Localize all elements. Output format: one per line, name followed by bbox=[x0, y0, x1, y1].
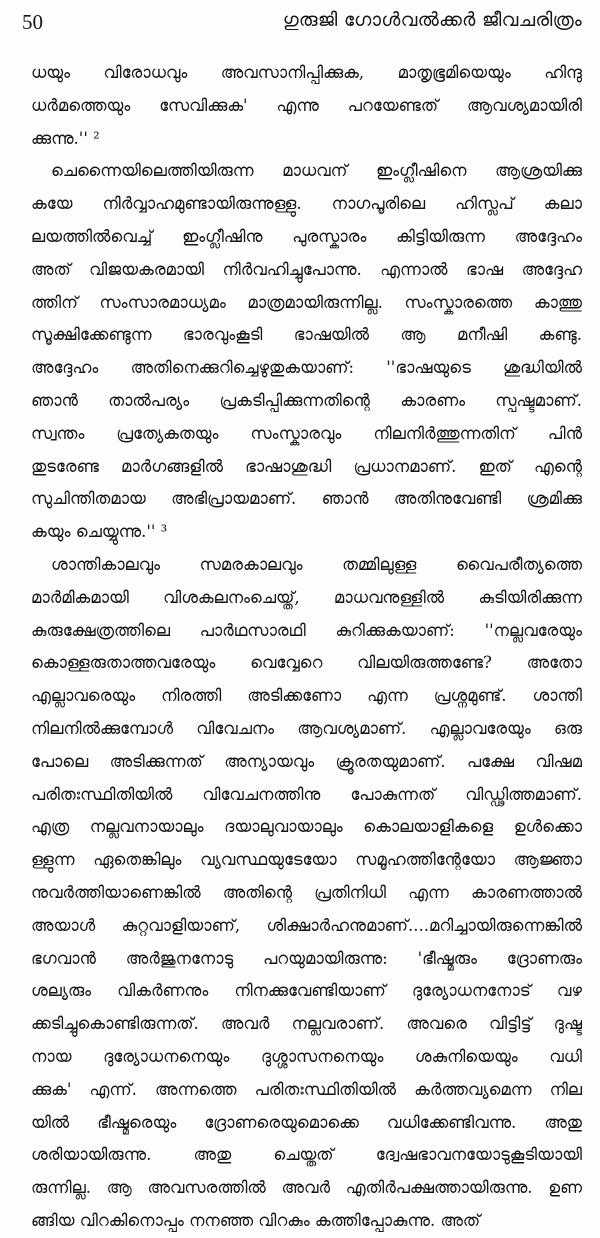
text-line: സുചിന്തിതമായ അഭിപ്രായമാണ്. ഞാൻ അതിനുവേണ്ടി ശ്രമിക്കു bbox=[31, 489, 582, 509]
paragraph bbox=[31, 549, 582, 1238]
text-line: ശല്യരും വികർണനും നിനക്കുവേണ്ടിയാണ് ദുര്യോധനനോട് വഴ bbox=[31, 981, 582, 1001]
text-line: പരിതഃസ്ഥിതിയിൽ വിവേചനത്തിനു പോകുന്നത് വിഡ്ഢിത്തമാണ്. bbox=[31, 784, 582, 804]
text-line: ലയത്തിൽവെച്ച് ഇംഗ്ലീഷിനു പുരസ്കാരം കിട്ടിയിരുന്ന അദ്ദേഹം bbox=[31, 226, 582, 246]
page-number: 50 bbox=[22, 10, 43, 34]
text-line: സ്വന്തം പ്രത്യേകതയും സംസ്കാരവും നിലനിർത്തുന്നതിന് പിൻ bbox=[31, 423, 582, 443]
text-line: യിൽ ഭീഷ്മരെയും ദ്രോണരെയുമൊക്കെ വധിക്കേണ്ടിവന്നു. അതു bbox=[31, 1112, 582, 1132]
text-line: എത്ര നല്ലവനായാലും ദയാലുവായാലും കൊലയാളികളെ ഉൾക്കൊ bbox=[31, 817, 582, 837]
text-line: ഭഗവാൻ അർജുനനോടു പറയുമായിരുന്നു: 'ഭീഷ്മരും ദ്രോണരും bbox=[31, 948, 582, 968]
text-line: കയേ നിർവ്വാഹമുണ്ടായിരുന്നുള്ളു. നാഗപൂരിലെ ഹിസ്ലപ് കലാ bbox=[31, 194, 582, 214]
text-line: ക്കുന്നു.'' ² bbox=[31, 128, 100, 148]
text-line: കൊള്ളരുതാത്തവരേയും വെവ്വേറെ വിലയിരുത്തണ്ടേ? അതോ bbox=[31, 653, 582, 673]
paragraph bbox=[31, 57, 582, 155]
paragraph bbox=[31, 155, 582, 549]
text-line: ചെന്നൈയിലെത്തിയിരുന്ന മാധവന് ഇംഗ്ലീഷിനെ ആശ്രയിക്കു bbox=[51, 161, 582, 181]
text-line: ത്തിന് സംസാരമാധ്യമം മാത്രമായിരുന്നില്ല. സംസ്കാരത്തെ കാത്തു bbox=[31, 292, 582, 312]
text-line: പോലെ അടിക്കുന്നത് അന്യായവും ക്രൂരതയുമാണ്. പക്ഷേ വിഷമ bbox=[31, 751, 582, 771]
text-line: ധർമത്തെയും സേവിക്കുക' എന്നു പറയേണ്ടത് ആവശ്യമായിരി bbox=[31, 95, 582, 115]
text-line: സൂക്ഷിക്കേണ്ടുന്ന ഭാരവുംകൂടി ഭാഷയിൽ ആ മനീഷി കണ്ടു. bbox=[31, 325, 582, 345]
body-text bbox=[31, 57, 582, 1238]
text-line: എല്ലാവരെയും നിരത്തി അടിക്കണോ എന്ന പ്രശ്നമുണ്ട്. ശാന്തി bbox=[31, 686, 582, 706]
text-line: നായ ദുര്യോധനനെയും ദുശ്ശാസനനെയും ശകുനിയെയും വധി bbox=[31, 1046, 582, 1066]
text-line: ശരിയായിരുന്നു. അതു ചെയ്തത് ദ്വേഷഭാവനയോടുകൂടിയായി bbox=[31, 1145, 582, 1165]
text-line: തുടരേണ്ട മാർഗങ്ങളിൽ ഭാഷാശുദ്ധി പ്രധാനമാണ്. ഇത് എന്റെ bbox=[31, 456, 582, 476]
text-line: ക്കടിച്ചുകൊണ്ടിരുന്നത്. അവർ നല്ലവരാണ്. അവരെ വിട്ടിട്ട് ദുഷ്ട bbox=[31, 1014, 582, 1034]
text-line: ള്ളുന്ന ഏതെങ്കിലും വ്യവസ്ഥയുടേയോ സമൂഹത്തിന്റേയോ ആജ്ഞാ bbox=[31, 850, 582, 870]
text-line: ഞാൻ താൽപര്യം പ്രകടിപ്പിക്കുന്നതിന്റെ കാരണം സ്പഷ്ടമാണ്. bbox=[31, 390, 582, 410]
text-line: ങ്ങിയ വിറകിനൊപ്പം നനഞ്ഞ വിറകും കത്തിപ്പോകുന്നു. അത് bbox=[31, 1210, 481, 1230]
running-title: ഗുരുജി ഗോൾവൽക്കർ ജീവചരിത്രം bbox=[282, 9, 582, 31]
text-line: അദ്ദേഹം അതിനെക്കുറിച്ചെഴുതുകയാണ്: ''ഭാഷയുടെ ശുദ്ധിയിൽ bbox=[31, 358, 582, 378]
text-line: ധയും വിരോധവും അവസാനിപ്പിക്കുക, മാതൃഭൂമിയെയും ഹിന്ദു bbox=[31, 63, 582, 82]
text-line: നിലനിൽക്കുമ്പോൾ വിവേചനം ആവശ്യമാണ്. എല്ലാവരേയും ഒരു bbox=[31, 718, 582, 738]
text-line: ശാന്തികാലവും സമരകാലവും തമ്മിലുള്ള വൈപരീത്യത്തെ bbox=[51, 554, 582, 574]
text-line: കയും ചെയ്യുന്നു.'' ³ bbox=[31, 522, 168, 542]
text-line: നുവർത്തിയാണെങ്കിൽ അതിന്റെ പ്രതിനിധി എന്ന കാരണത്താൽ bbox=[31, 882, 582, 902]
text-line: അയാൾ കുറ്റവാളിയാണ്, ശിക്ഷാർഹനുമാണ്....മറിച്ചായിരുന്നെങ്കിൽ bbox=[31, 915, 582, 935]
text-line: രുന്നില്ല. ആ അവസരത്തിൽ അവർ എതിർപക്ഷത്തായിരുന്നു. ഉണ bbox=[31, 1178, 582, 1198]
text-line: കുരുക്ഷേത്രത്തിലെ പാർഥസാരഥി കുറിക്കുകയാണ്: ''നല്ലവരേയും bbox=[31, 620, 582, 640]
text-line: മാർമികമായി വിശകലനംചെയ്ത്, മാധവനുള്ളിൽ കുടിയിരിക്കുന്ന bbox=[31, 587, 582, 607]
text-line: ക്കുക' എന്ന്. അന്നത്തെ പരിതഃസ്ഥിതിയിൽ കർത്തവ്യമെന്ന നില bbox=[31, 1079, 582, 1099]
text-line: അത് വിജയകരമായി നിർവഹിച്ചുപോന്നു. എന്നാൽ ഭാഷ അദ്ദേഹ bbox=[31, 259, 582, 279]
